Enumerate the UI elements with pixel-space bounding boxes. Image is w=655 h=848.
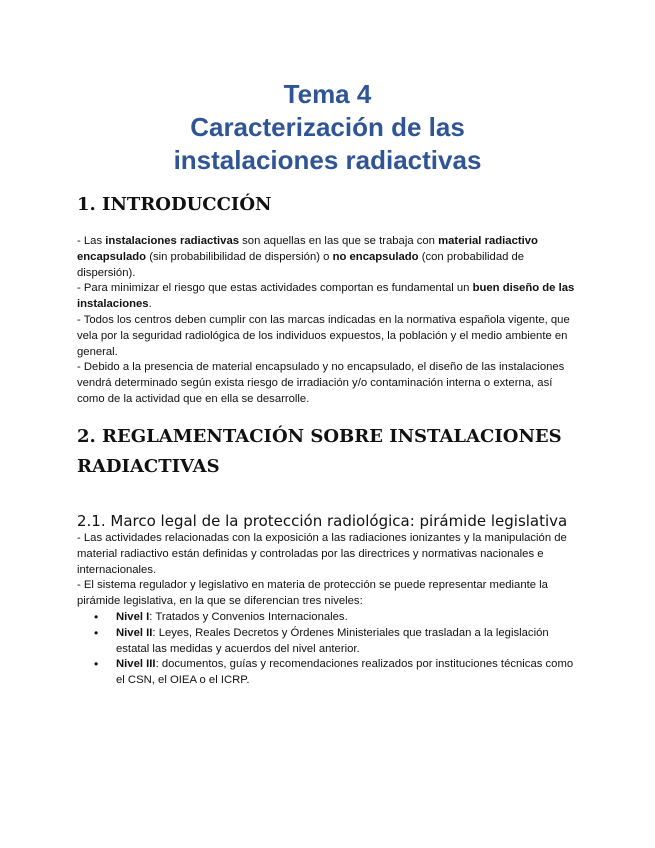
subsection-2-1-heading: 2.1. Marco legal de la protección radiológica: pirámide legislativa [77,512,568,530]
list-item [77,610,579,626]
legal-paragraph-2: - El sistema regulador y legislativo en materia de protección se puede representar mediante la pirámide legislativa, en la que se diferencian tres niveles: [77,579,548,608]
section-1-body [77,234,579,408]
section-2-heading-line-2: RADIACTIVAS [77,456,220,477]
level-label: Nivel I [116,610,150,623]
level-text: : Tratados y Convenios Internacionales. [149,610,348,623]
intro-paragraph-3: - Todos los centros deben cumplir con las marcas indicadas en la normativa española vigente, que vela por la seguridad radiológica de los individuos expuestos, la población y el medio ambiente en general. [77,313,570,358]
title-line-3: instalaciones radiactivas [173,145,482,175]
level-text: : Leyes, Reales Decretos y Órdenes Ministeriales que trasladan a la legislación estatal las medidas y acuerdos del nivel anterior. [116,626,549,655]
document-title [0,78,655,177]
list-item [77,657,579,689]
intro-paragraph-2: - Para minimizar el riesgo que estas actividades comportan es fundamental un buen diseño de las instalaciones. [77,282,575,311]
level-text: : documentos, guías y recomendaciones realizados por instituciones técnicas como el CSN, el OIEA o el ICRP. [116,658,574,687]
subsection-2-1-body [77,531,579,689]
level-label: Nivel II [116,626,153,639]
section-1-heading: 1. INTRODUCCIÓN [77,194,272,215]
list-item [77,626,579,658]
title-line-2: Caracterización de las [190,112,465,142]
section-2-heading-line-1: 2. REGLAMENTACIÓN SOBRE INSTALACIONES [77,426,562,447]
section-2-heading [77,422,595,482]
levels-list [77,610,579,689]
level-label: Nivel III [116,658,156,671]
intro-paragraph-4: - Debido a la presencia de material encapsulado y no encapsulado, el diseño de las instalaciones vendrá determinado según exista riesgo de irradiación y/o contaminación interna o externa, así como de la actividad que en ella se desarrolle. [77,361,565,405]
bullet-icon: • [94,609,99,624]
intro-paragraph-1: - Las instalaciones radiactivas son aquellas en las que se trabaja con material radiactivo encapsulado (sin probabilibilidad de dispersión) o no encapsulado (con probabilidad de dispersión). [77,235,538,279]
legal-paragraph-1: - Las actividades relacionadas con la exposición a las radiaciones ionizantes y la manipulación de material radiactivo están definidas y controladas por las directrices y normativas nacionales e internacionales. [77,532,567,576]
title-line-1: Tema 4 [283,79,372,109]
bullet-icon: • [94,657,99,672]
bullet-icon: • [94,625,99,640]
